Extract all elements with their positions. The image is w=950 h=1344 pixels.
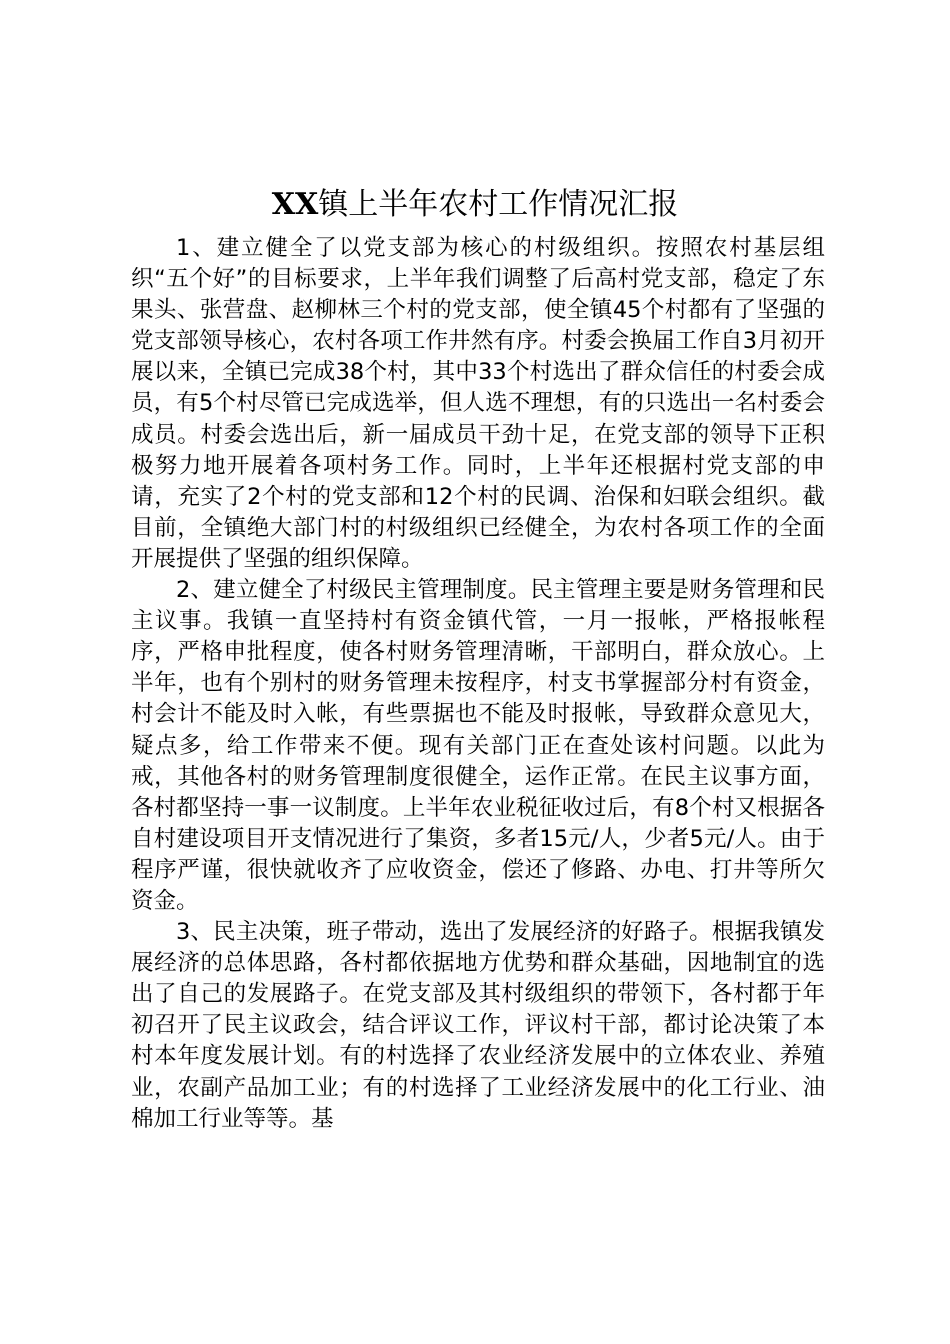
document-title: [0, 184, 950, 226]
paragraph-3: 3、民主决策，班子带动，选出了发展经济的好路子。根据我镇发展经济的总体思路，各村都依据地方优势和群众基础，因地制宜的选出了自己的发展路子。在党支部及其村级组织的带领下，各村都于年初召开了民主议政会，结合评议工作，评议村干部，都讨论决策了本村本年度发展计划。有的村选择了农业经济发展中的立体农业、养殖业，农副产品加工业；有的村选择了工业经济发展中的化工行业、油棉加工行业等等。基: [131, 919, 825, 1132]
paragraph-2: 2、建立健全了村级民主管理制度。民主管理主要是财务管理和民主议事。我镇一直坚持村有资金镇代管，一月一报帐，严格报帐程序，严格申批程度，使各村财务管理清晰，干部明白，群众放心。上半年，也有个别村的财务管理未按程序，村支书掌握部分村有资金，村会计不能及时入帐，有些票据也不能及时报帐，导致群众意见大，疑点多，给工作带来不便。现有关部门正在查处该村问题。以此为戒，其他各村的财务管理制度很健全，运作正常。在民主议事方面，各村都坚持一事一议制度。上半年农业税征收过后，有8个村又根据各自村建设项目开支情况进行了集资，多者15元/人，少者5元/人。由于程序严谨，很快就收齐了应收资金，偿还了修路、办电、打井等所欠资金。: [131, 577, 825, 914]
paragraph-1: 1、建立健全了以党支部为核心的村级组织。按照农村基层组织“五个好”的目标要求，上半年我们调整了后高村党支部，稳定了东果头、张营盘、赵柳林三个村的党支部，使全镇45个村都有了坚强的党支部领导核心，农村各项工作井然有序。村委会换届工作自3月初开展以来，全镇已完成38个村，其中33个村选出了群众信任的村委会成员，有5个村尽管已完成选举，但人选不理想，有的只选出一名村委会成员。村委会选出后，新一届成员干劲十足，在党支部的领导下正积极努力地开展着各项村务工作。同时，上半年还根据村党支部的申请，充实了2个村的党支部和12个村的民调、治保和妇联会组织。截目前，全镇绝大部门村的村级组织已经健全，为农村各项工作的全面开展提供了坚强的组织保障。: [131, 235, 825, 572]
title-prefix: XX: [271, 187, 319, 222]
title-main: 镇上半年农村工作情况汇报: [318, 187, 679, 222]
document-body: [131, 233, 825, 1135]
